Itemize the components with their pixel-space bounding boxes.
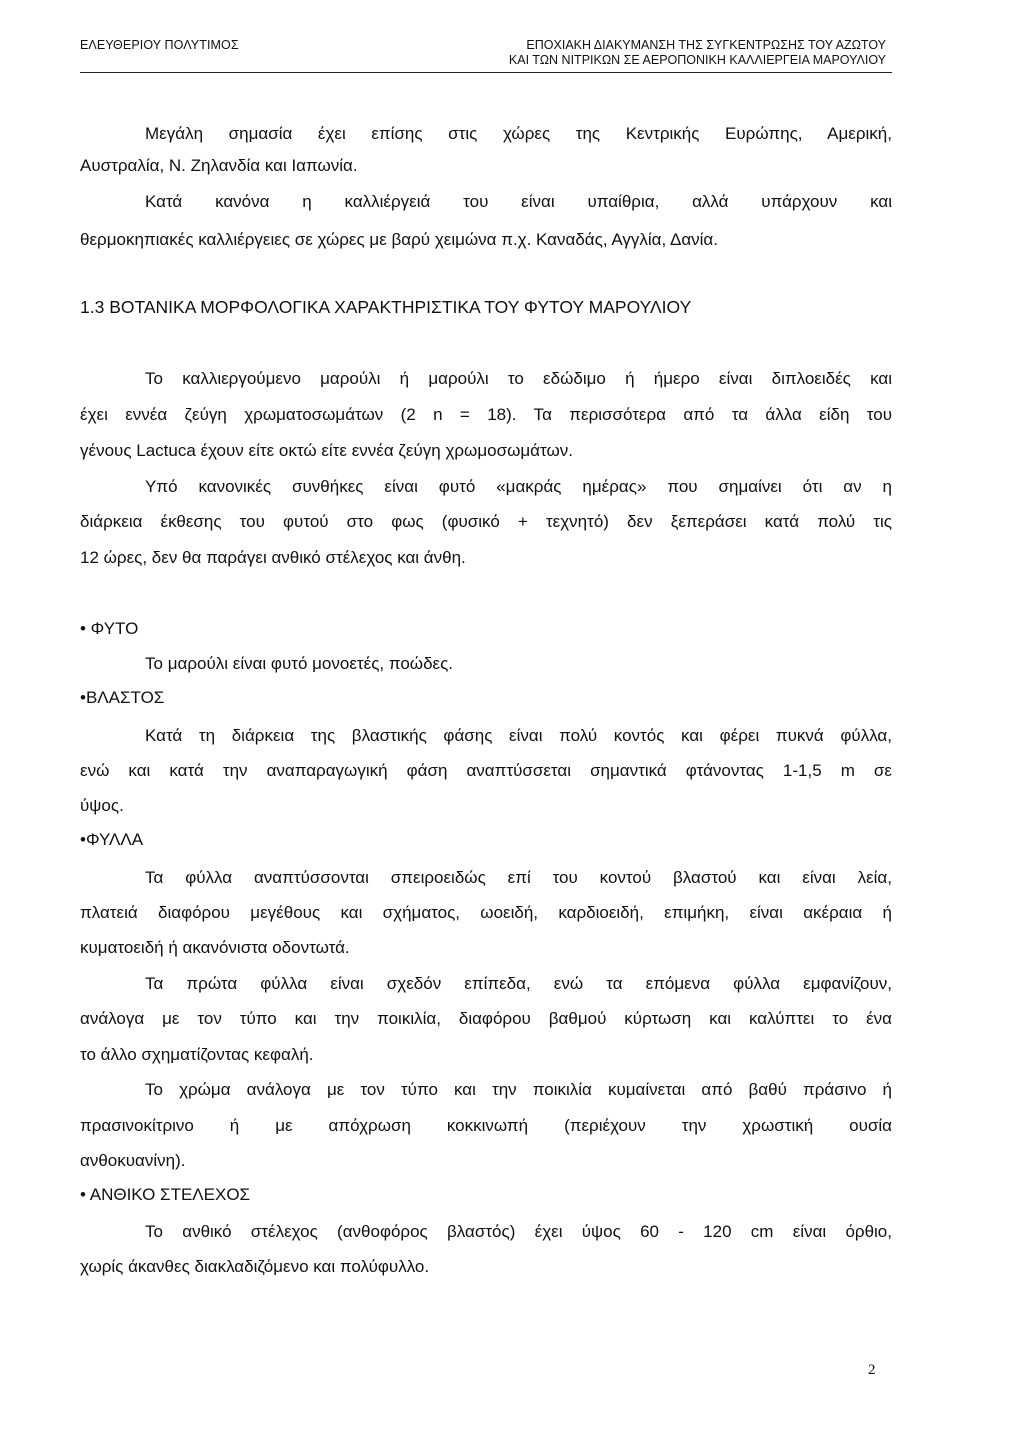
body-line: γένους Lactuca έχουν είτε οκτώ είτε εννέα ζεύγη χρωμοσωμάτων. bbox=[80, 441, 573, 460]
body-line: θερμοκηπιακές καλλιέργειες σε χώρες με βαρύ χειμώνα π.χ. Καναδάς, Αγγλία, Δανία. bbox=[80, 230, 718, 249]
running-header-author: ΕΛΕΥΘΕΡΙΟΥ ΠΟΛΥΤΙΜΟΣ bbox=[80, 38, 239, 52]
running-header-title bbox=[509, 38, 886, 68]
subheading-stem: •ΒΛΑΣΤΟΣ bbox=[80, 688, 165, 707]
subheading-leaves: •ΦΥΛΛΑ bbox=[80, 830, 144, 849]
body-line: ανάλογα με τον τύπο και την ποικιλία, διαφόρου βαθμού κύρτωση και καλύπτει το ένα bbox=[80, 1009, 892, 1028]
body-line: Κατά τη διάρκεια της βλαστικής φάσης είναι πολύ κοντός και φέρει πυκνά φύλλα, bbox=[145, 726, 892, 745]
body-line: ανθοκυανίνη). bbox=[80, 1151, 186, 1170]
page-number: 2 bbox=[868, 1362, 876, 1378]
body-line: ύψος. bbox=[80, 796, 124, 815]
section-heading: 1.3 ΒΟΤΑΝΙΚΑ ΜΟΡΦΟΛΟΓΙΚΑ ΧΑΡΑΚΤΗΡΙΣΤΙΚΑ ΤΟΥ ΦΥΤΟΥ ΜΑΡΟΥΛΙΟΥ bbox=[80, 297, 692, 317]
body-line: χωρίς άκανθες διακλαδιζόμενο και πολύφυλλο. bbox=[80, 1257, 430, 1276]
body-line: το άλλο σχηματίζοντας κεφαλή. bbox=[80, 1045, 314, 1064]
subheading-flower-stalk: • ΑΝΘΙΚΟ ΣΤΕΛΕΧΟΣ bbox=[80, 1185, 251, 1204]
body-line: Το ανθικό στέλεχος (ανθοφόρος βλαστός) έχει ύψος 60 - 120 cm είναι όρθιο, bbox=[145, 1222, 892, 1241]
body-line: Υπό κανονικές συνθήκες είναι φυτό «μακράς ημέρας» που σημαίνει ότι αν η bbox=[145, 477, 892, 496]
body-line: διάρκεια έκθεσης του φυτού στο φως (φυσικό + τεχνητό) δεν ξεπεράσει κατά πολύ τις bbox=[80, 512, 892, 531]
body-line: Το χρώμα ανάλογα με τον τύπο και την ποικιλία κυμαίνεται από βαθύ πράσινο ή bbox=[145, 1080, 892, 1099]
body-line: έχει εννέα ζεύγη χρωματοσωμάτων (2 n = 18). Τα περισσότερα από τα άλλα είδη του bbox=[80, 405, 892, 424]
body-line: Το μαρούλι είναι φυτό μονοετές, ποώδες. bbox=[145, 654, 454, 673]
body-line: Τα πρώτα φύλλα είναι σχεδόν επίπεδα, ενώ τα επόμενα φύλλα εμφανίζουν, bbox=[145, 974, 892, 993]
body-line: πρασινοκίτρινο ή με απόχρωση κοκκινωπή (περιέχουν την χρωστική ουσία bbox=[80, 1116, 892, 1135]
body-line: 12 ώρες, δεν θα παράγει ανθικό στέλεχος και άνθη. bbox=[80, 548, 466, 567]
body-line: Κατά κανόνα η καλλιέργειά του είναι υπαίθρια, αλλά υπάρχουν και bbox=[145, 192, 892, 211]
body-line: κυματοειδή ή ακανόνιστα οδοντωτά. bbox=[80, 938, 350, 957]
body-line: Τα φύλλα αναπτύσσονται σπειροειδώς επί του κοντού βλαστού και είναι λεία, bbox=[145, 868, 892, 887]
subheading-plant: • ΦΥΤΟ bbox=[80, 619, 139, 638]
body-line: Μεγάλη σημασία έχει επίσης στις χώρες της Κεντρικής Ευρώπης, Αμερική, bbox=[145, 124, 892, 143]
running-header-title-line-1: ΕΠΟΧΙΑΚΗ ΔΙΑΚΥΜΑΝΣΗ ΤΗΣ ΣΥΓΚΕΝΤΡΩΣΗΣ ΤΟΥ ΑΖΩΤΟΥ bbox=[526, 38, 886, 52]
body-line: Το καλλιεργούμενο μαρούλι ή μαρούλι το εδώδιμο ή ήμερο είναι διπλοειδές και bbox=[145, 369, 892, 388]
body-line: πλατειά διαφόρου μεγέθους και σχήματος, ωοειδή, καρδιοειδή, επιμήκη, είναι ακέραια ή bbox=[80, 903, 892, 922]
body-line: ενώ και κατά την αναπαραγωγική φάση αναπτύσσεται σημαντικά φτάνοντας 1-1,5 m σε bbox=[80, 761, 892, 780]
body-line: Αυστραλία, Ν. Ζηλανδία και Ιαπωνία. bbox=[80, 156, 358, 175]
running-header-title-line-2: ΚΑΙ ΤΩΝ ΝΙΤΡΙΚΩΝ ΣΕ ΑΕΡΟΠΟΝΙΚΗ ΚΑΛΛΙΕΡΓΕΙΑ ΜΑΡΟΥΛΙΟΥ bbox=[508, 53, 886, 67]
header-divider bbox=[80, 72, 892, 73]
